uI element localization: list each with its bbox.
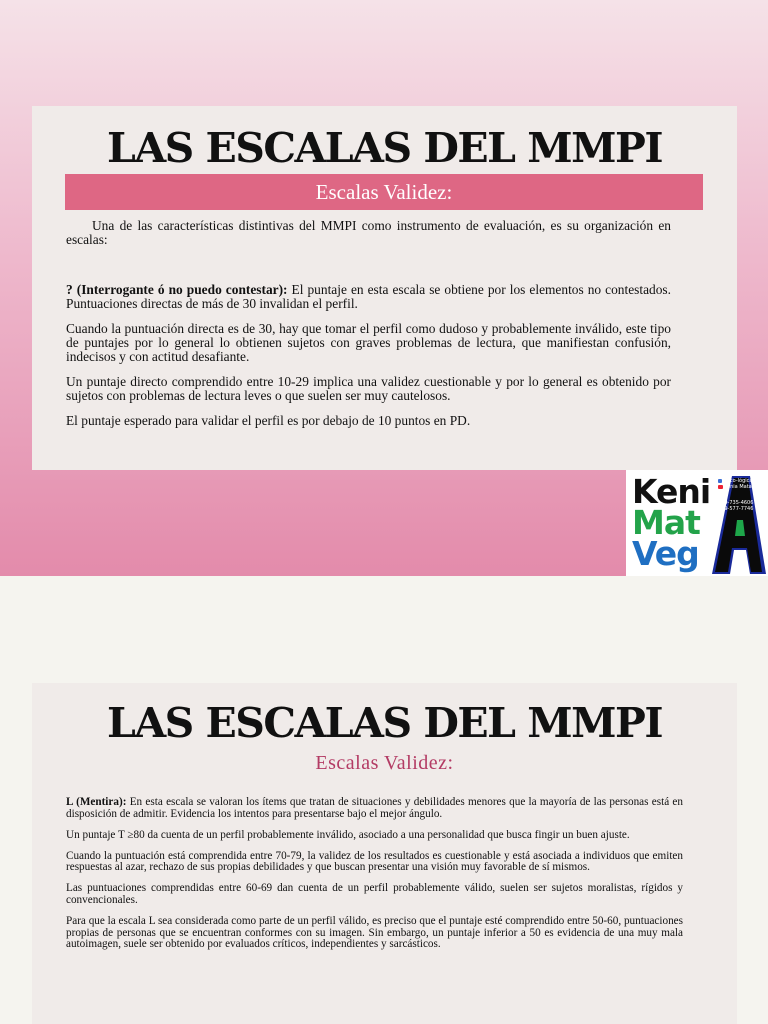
logo-social-row-2: Kenia Mata Vega [718,484,768,490]
t-80-paragraph: Un puntaje T ≥80 da cuenta de un perfil probablemente inválido, asociado a una personalidad que busca fingir un buen ajuste. [66,828,630,841]
score-10-29-paragraph: Un puntaje directo comprendido entre 10-29 implica una validez cuestionable y por lo general es obtenido por sujetos con problemas de lectura leves o que suelen ser muy cautelosos. [66,374,671,403]
question-scale-label: ? (Interrogante ó no puedo contestar): [66,282,288,297]
score-30-paragraph: Cuando la puntuación directa es de 30, hay que tomar el perfil como dudoso y probablemente inválido, este tipo de puntajes por lo general lo obtienen sujetos con graves problemas de lectura, que manifiestan confusión, indecisos y con actitud desafiante. [66,321,671,364]
logo-social-row-1: Psico-lógica [718,478,768,484]
question-scale-text: El puntaje en esta escala se obtiene por los elementos no contestados. Puntuaciones directas de más de 30 invalidan el perfil. [66,282,671,311]
logo-word-veg: Veg [632,534,699,573]
kenia-mata-vega-logo [626,470,768,576]
intro-paragraph: Una de las características distintivas del MMPI como instrumento de evaluación, es su organización en escalas: [66,218,671,247]
logo-social-info [718,478,768,512]
l-scale-label: L (Mentira): [66,796,127,808]
logo-word-keni: Keni [632,472,711,511]
logo-phone-2: 809-577-7746 [718,506,754,512]
valid-profile-paragraph: Para que la escala L sea considerada como parte de un perfil válido, es preciso que el puntaje esté comprendido entre 50-60, puntuaciones propias de personas que se encuentran conformes con su imagen. Sin embargo, un puntaje inferior a 50 es evidencia de una muy mala autoimagen, suele ser obtenido por evaluados críticos, independientes y sarcásticos. [66,915,683,951]
l-scale-text: En esta escala se valoran los ítems que tratan de situaciones y debilidades menores que la mayoría de las personas está en disposición de admitir. Evidencia los intentos para presentarse bajo el mejor ángulo. [66,796,683,820]
slide-1-body [66,219,671,439]
t-60-69-paragraph: Las puntuaciones comprendidas entre 60-69 dan cuenta de un perfil probablemente válido, suelen ser sujetos moralistas, rígidos y convencionales. [66,882,683,907]
slide-2-body [66,797,683,960]
question-scale-paragraph [66,283,671,311]
slide-2-card [32,683,737,1024]
slide-1-card [32,106,737,470]
slide-2-title: LAS ESCALAS DEL MMPI [106,699,663,747]
logo-phone-1: 809-735-4606 [718,500,754,506]
slide-2-subtitle: Escalas Validez: [315,752,454,774]
slide-1-title: LAS ESCALAS DEL MMPI [106,124,663,172]
l-scale-paragraph [66,797,683,820]
slide-1-subtitle-band: Escalas Validez: [65,174,703,210]
youtube-icon [718,485,723,489]
t-70-79-paragraph: Cuando la puntuación está comprendida entre 70-79, la validez de los resultados es cuestionable y está asociada a individuos que emiten respuestas al azar, rechazo de sus propias debilidades y que buscan presentar una visión muy favorable de sí mismos. [66,849,683,874]
expected-score-paragraph: El puntaje esperado para validar el perfil es por debajo de 10 puntos en PD. [66,413,471,428]
logo-word-mat: Mat [632,503,700,542]
facebook-icon [718,479,722,483]
